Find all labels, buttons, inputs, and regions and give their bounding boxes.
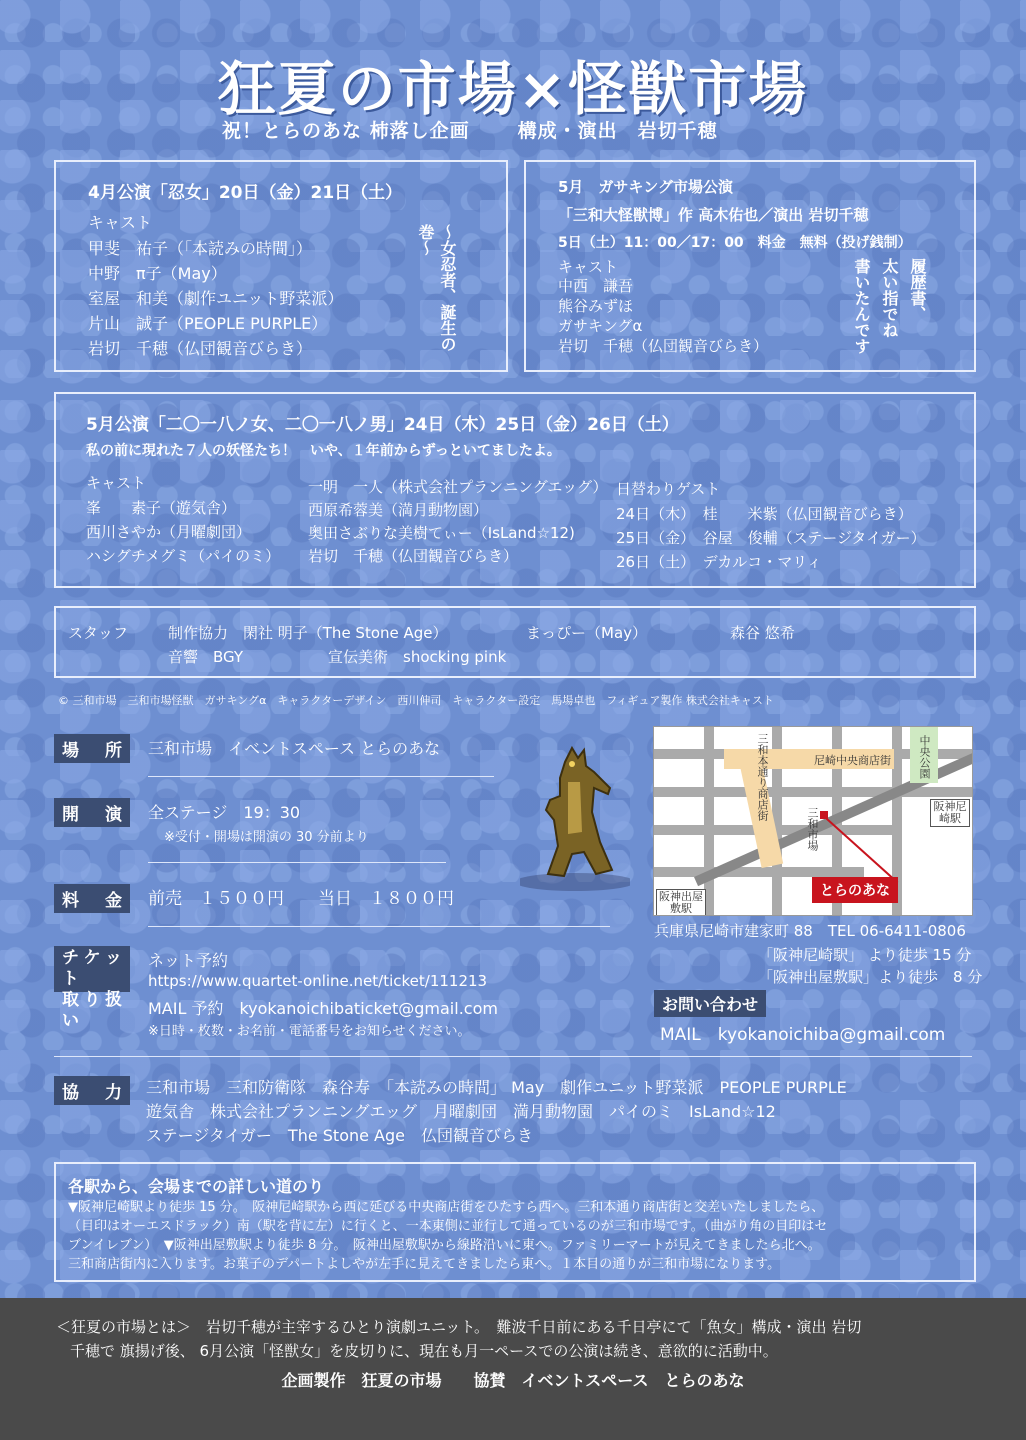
directions-box [54, 1162, 976, 1282]
directions-text [68, 1198, 827, 1274]
directions-line: （目印はオーエスドラック）南（駅を背に左）に行くと、一本東側に並行して通っているのが三和市場です。（曲がり角の目印はセ [68, 1219, 828, 1234]
guest-item: 26日（土） デカルコ・マリィ [616, 553, 822, 571]
staff-label: スタッフ [68, 624, 129, 642]
cast-item: 峯 素子（遊気舎） [86, 499, 237, 517]
showtime-value: 全ステージ 19：30 [148, 803, 301, 822]
kaiju-figure-icon [520, 742, 630, 898]
venue-value: 三和市場 イベントスペース とらのあな [148, 739, 441, 758]
subtitle-right: 構成・演出 岩切千穂 [517, 120, 718, 142]
access-1: 「阪神尼崎駅」 より徒歩 15 分 [758, 946, 972, 964]
cast-item: 中野 π子（May） [88, 264, 227, 283]
address: 兵庫県尼崎市建家町 88 TEL 06-6411-0806 [654, 922, 966, 940]
cast-item: 熊谷みずほ [558, 297, 634, 315]
directions-line: ▼阪神尼崎駅より徒歩 15 分。 阪神尼崎駅から西に延びる中央商店街をひたすら西へ。三和本通り商店街と交差いたしましたら、 [68, 1200, 825, 1215]
page-title: 狂夏の市場×怪獣市場 [217, 55, 809, 123]
staff-line2a: 音響 BGY [168, 648, 244, 666]
may1-heading1: 5月 ガサキング市場公演 [558, 178, 733, 196]
cast-item: 一明 一人（株式会社プランニングエッグ） [308, 478, 608, 496]
may1-tagline-1: 履歴書、 [908, 258, 927, 322]
may2-cast-label: キャスト [86, 474, 147, 492]
showtime-note: ※受付・開場は開演の 30 分前より [164, 830, 369, 845]
directions-line: ブンイレブン） ▼阪神出屋敷駅より徒歩 8 分。 阪神出屋敷駅から線路沿いに東へ。ファミリーマートが見えてきましたら北へ。 [68, 1238, 821, 1253]
may-main-box [54, 392, 976, 588]
cooperation-list [146, 1076, 847, 1148]
cast-item: 岩切 千穂（仏団観音びらき） [308, 547, 519, 565]
may1-tagline-3: 書いたんです [852, 258, 871, 354]
price-label: 料 金 [54, 884, 130, 913]
staff-line2b: 宣伝美術 shocking pink [328, 648, 507, 666]
april-cast-label: キャスト [88, 213, 153, 232]
ticket-net-label: ネット予約 [148, 951, 229, 970]
map-street-top: 尼崎中央商店街 [814, 754, 891, 767]
directions-title: 各駅から、会場までの詳しい道のり [68, 1177, 325, 1196]
cast-item: 奥田さぶりな美樹てぃー（IsLand☆12) [308, 524, 575, 542]
cooperation-line: 三和市場 三和防衛隊 森谷寿 「本読みの時間」 May 劇作ユニット野菜派 PEOPLE PURPLE [146, 1078, 847, 1097]
ticket-label-line1: チケット [62, 948, 122, 989]
staff-line1b: まっぴー（May） [526, 624, 648, 642]
ticket-label-line2: 取り扱い [62, 990, 122, 1031]
cast-item: 西川さやか（月曜劇団） [86, 523, 252, 541]
map-venue-tag: とらのあな [812, 877, 898, 903]
may1-cast-list [558, 276, 768, 356]
showtime-label: 開 演 [54, 798, 130, 827]
ticket-note: ※日時・枚数・お名前・電話番号をお知らせください。 [148, 1024, 471, 1039]
may2-cast-col1 [86, 496, 280, 568]
cast-item: 岩切 千穂（仏団観音びらき） [88, 339, 313, 358]
contact-mail[interactable]: MAIL kyokanoichiba@gmail.com [660, 1025, 946, 1045]
map-park: 中央公園 [918, 735, 931, 779]
footer [0, 1298, 1026, 1440]
divider [148, 862, 446, 863]
may2-guest-list [616, 502, 926, 574]
cast-item: 岩切 千穂（仏団観音びらき） [558, 337, 769, 355]
cooperation-label: 協 力 [54, 1076, 130, 1105]
cast-item: 室屋 和美（劇作ユニット野菜派） [88, 289, 344, 308]
footer-line1: ＜狂夏の市場とは＞ 岩切千穂が主宰するひとり演劇ユニット。 難波千日前にある千日亭にて「魚女」構成・演出 岩切 [56, 1318, 862, 1336]
map-station1: 阪神尼崎駅 [930, 799, 970, 827]
may2-lead: 私の前に現れた７人の妖怪たち！ いや、１年前からずっといてましたよ。 [86, 443, 561, 459]
cast-item: 片山 誠子（PEOPLE PURPLE） [88, 314, 328, 333]
access-map [653, 726, 973, 916]
may1-cast-label: キャスト [558, 258, 619, 276]
map-station2: 阪神出屋敷駅 [656, 889, 706, 916]
staff-line1c: 森谷 悠希 [730, 624, 795, 642]
contact-label: お問い合わせ [654, 990, 766, 1017]
may2-guest-label: 日替わりゲスト [616, 480, 721, 498]
may1-heading2: 「三和大怪獣博」作 高木佑也／演出 岩切千穂 [558, 206, 869, 224]
cast-item: 中西 謙吾 [558, 277, 634, 295]
may1-tagline-2: 太い指でね [880, 258, 899, 338]
subtitle-left: 祝！とらのあな 杮落し企画 [222, 120, 470, 142]
footer-line3: 企画製作 狂夏の市場 協賛 イベントスペース とらのあな [281, 1371, 745, 1390]
cast-item: 甲斐 祐子（「本読みの時間」） [88, 239, 313, 258]
divider [148, 776, 494, 777]
april-heading: 4月公演「忍女」20日（金）21日（土） [88, 183, 403, 203]
may2-cast-col2 [308, 476, 608, 568]
guest-item: 24日（木） 桂 米紫（仏団観音びらき） [616, 505, 913, 523]
may1-date: 5日（土）11：00／17：00 料金 無料（投げ銭制） [558, 235, 912, 251]
april-tagline: 〜女忍者、誕生の巻〜 [416, 224, 457, 352]
footer-line2: 千穂で 旗揚げ後、 6月公演「怪獣女」を皮切りに、現在も月一ペースでの公演は続き、意欲的に活動中。 [70, 1342, 778, 1360]
copyright: © 三和市場 三和市場怪獣 ガサキングα キャラクターデザイン 西川伸司 キャラクター設定 馬場卓也 フィギュア製作 株式会社キャスト [58, 694, 774, 707]
map-market: 三和市場 [806, 807, 819, 851]
cooperation-line: 遊気舎 株式会社プランニングエッグ 月曜劇団 満月動物園 パイのミ IsLand☆12 [146, 1102, 776, 1121]
cast-item: 西原希蓉美（満月動物園） [308, 501, 489, 519]
directions-line: 三和商店街内に入ります。お菓子のデパートよしやが左手に見えてきましたら東へ。１本目の通りが三和市場になります。 [68, 1257, 781, 1272]
cast-item: ハシグチメグミ（パイのミ） [86, 547, 281, 565]
staff-line1a: 制作協力 閑社 明子（The Stone Age） [168, 624, 448, 642]
venue-label: 場 所 [54, 734, 130, 763]
access-2: 「阪神出屋敷駅」より徒歩 8 分 [758, 968, 983, 986]
may-gasaking-box [524, 160, 976, 372]
may2-heading: 5月公演「二〇一八ノ女、二〇一八ノ男」24日（木）25日（金）26日（土） [86, 415, 679, 435]
april-cast-list [88, 236, 343, 361]
subtitle [222, 116, 718, 143]
cooperation-line: ステージタイガー The Stone Age 仏団観音びらき [146, 1126, 533, 1145]
map-street-vert: 三和本通り商店街 [756, 733, 769, 821]
guest-item: 25日（金） 谷屋 俊輔（ステージタイガー） [616, 529, 926, 547]
ticket-mail[interactable]: MAIL 予約 kyokanoichibaticket@gmail.com [148, 999, 498, 1018]
price-value: 前売 １５００円 当日 １８００円 [148, 889, 454, 909]
april-performance-box [54, 160, 508, 372]
divider [54, 1056, 972, 1057]
ticket-url[interactable]: https://www.quartet-online.net/ticket/111213 [148, 972, 488, 990]
cast-item: ガサキングα [558, 317, 643, 335]
divider [148, 926, 610, 927]
ticket-label [54, 946, 130, 1031]
staff-box [54, 606, 976, 678]
